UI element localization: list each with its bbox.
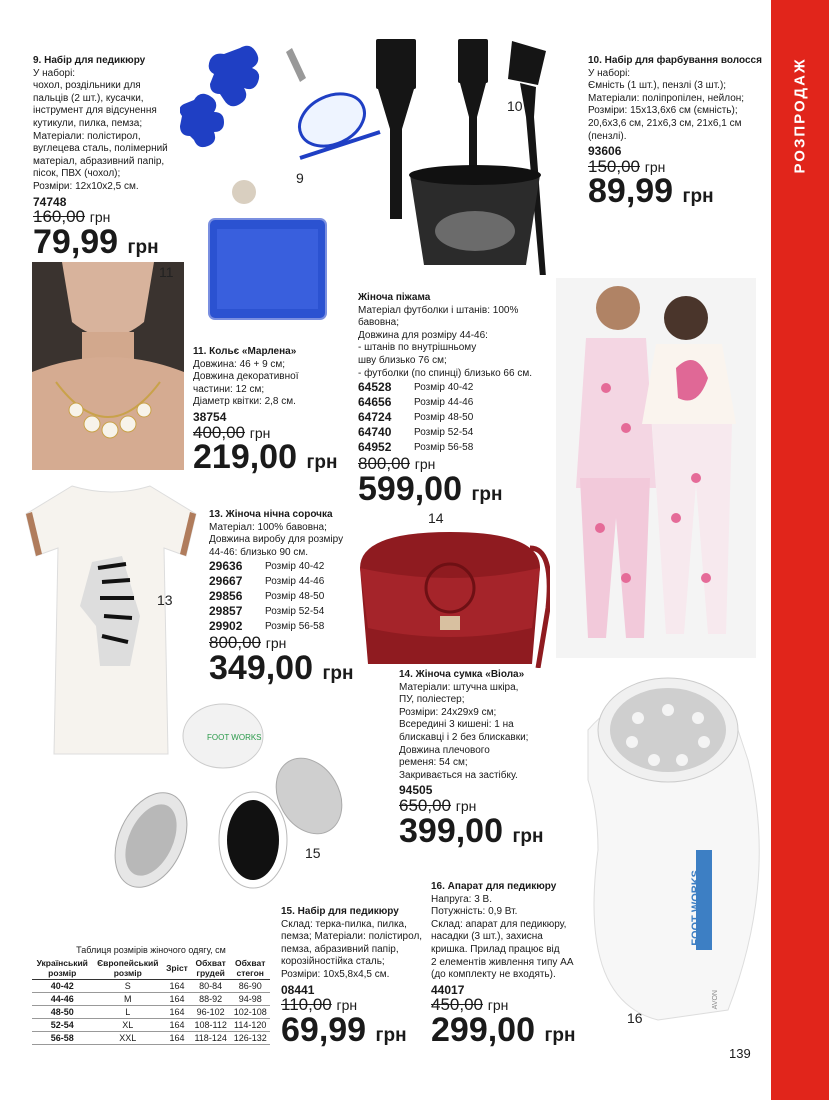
product-11-title: 11. Кольє «Марлена» — [193, 346, 297, 357]
pedicure-pouch-image — [205, 215, 330, 323]
product-13 — [209, 509, 359, 692]
product-12-line: Довжина для розміру 44-46: — [358, 329, 488, 341]
product-12-variant: 64740 Розмір 52-54 — [358, 425, 474, 440]
size-table-caption: Таблиця розмірів жіночого одягу, см — [76, 945, 226, 955]
product-13-title: 13. Жіноча нічна сорочка — [209, 509, 333, 520]
product-16-line: 2 елементів живлення типу АА — [431, 956, 574, 968]
product-9-line: У наборі: — [33, 67, 76, 79]
product-14-title: 14. Жіноча сумка «Віола» — [399, 669, 525, 680]
product-16-new-price: 299,00 грн — [431, 1010, 576, 1049]
product-9-line: вуглецева сталь, полімерний — [33, 143, 168, 155]
table-row: 40-42 S 164 80-84 86-90 — [32, 980, 270, 993]
size-table — [32, 957, 270, 1045]
product-13-new-price: 349,00 грн — [209, 648, 354, 687]
product-15-code: 08441 — [281, 982, 315, 997]
red-bag-image — [350, 528, 550, 668]
product-16-line: Склад: апарат для педикюру, — [431, 918, 567, 930]
sale-sidebar-label-wrap — [771, 0, 829, 230]
product-12-variant: 64528 Розмір 40-42 — [358, 380, 474, 395]
product-16-line: (до комплекту не входять). — [431, 969, 556, 981]
size-table-header: Обхват стегон — [230, 957, 270, 980]
product-9-old-price: 160,00 грн — [33, 207, 111, 227]
pajama-models-photo — [556, 278, 756, 658]
product-13-variant: 29667 Розмір 44-46 — [209, 574, 325, 589]
product-9-line: кутикули, пилка, пемза; — [33, 117, 143, 129]
footworks-logo: FOOT WORKS — [690, 870, 702, 946]
product-9 — [33, 55, 183, 266]
product-12-old-price: 800,00 грн — [358, 454, 436, 474]
product-16-old-price: 450,00 грн — [431, 995, 509, 1015]
product-10-line: (пензлі). — [588, 130, 627, 142]
product-9-new-price: 79,99 грн — [33, 222, 159, 261]
product-12-title: Жіноча піжама — [358, 292, 431, 303]
product-15-line: пемза; Матеріали: полістирол, — [281, 931, 423, 943]
product-16-line: кришка. Прилад працює від — [431, 943, 560, 955]
product-9-line: матеріал, абразивний папір, — [33, 155, 165, 167]
product-12-line: - футболки (по спинці) близько 66 см. — [358, 367, 532, 379]
product-12-variant: 64952 Розмір 56-58 — [358, 440, 474, 455]
product-14-line: Розміри: 24х29х9 см; — [399, 706, 497, 718]
product-11-old-price: 400,00 грн — [193, 422, 271, 442]
product-12-line: - штанів по внутрішньому — [358, 342, 477, 354]
avon-logo: AVON — [712, 990, 719, 1010]
product-12-variant: 64724 Розмір 48-50 — [358, 410, 474, 425]
size-table-header: Європейський розмір — [93, 957, 164, 980]
product-14-line: Закривається на застібку. — [399, 769, 518, 781]
image-number-14: 14 — [428, 510, 444, 526]
product-15-line: Розміри: 10х5,8х4,5 см. — [281, 968, 390, 980]
product-10-line: 20,6х3,6 см, 21х6,3 см, 21х6,1 см — [588, 117, 742, 129]
product-15-old-price: 110,00 грн — [281, 995, 358, 1015]
product-15-title: 15. Набір для педикюру — [281, 906, 399, 917]
product-9-line: Розміри: 12х10х2,5 см. — [33, 180, 139, 192]
product-9-title: 9. Набір для педикюру — [33, 55, 146, 66]
svg-text:FOOT WORKS: FOOT WORKS — [207, 733, 262, 742]
table-row: 52-54 XL 164 108-112 114-120 — [32, 1019, 270, 1032]
product-10-line: Розміри: 15х13,6х6 см (ємність); — [588, 105, 738, 117]
product-10-code: 93606 — [588, 144, 622, 159]
product-12 — [358, 292, 558, 513]
image-number-16: 16 — [627, 1010, 643, 1026]
product-16-code: 44017 — [431, 982, 465, 997]
product-10-line: Матеріали: поліпропілен, нейлон; — [588, 92, 745, 104]
product-14-line: блискавці і 2 без блискавки; — [399, 731, 529, 743]
product-11-new-price: 219,00 грн — [193, 438, 338, 477]
image-number-11: 11 — [159, 264, 174, 280]
hair-dye-set-image — [370, 35, 580, 275]
product-14 — [399, 669, 554, 855]
product-16-line: Потужність: 0,9 Вт. — [431, 906, 518, 918]
image-number-13: 13 — [157, 592, 173, 608]
product-15-line: Склад: терка-пилка, пилка, — [281, 918, 407, 930]
product-9-line: інструмент для відсунення — [33, 105, 157, 117]
table-row: 44-46 M 164 88-92 94-98 — [32, 993, 270, 1006]
product-14-line: Матеріали: штучна шкіра, — [399, 681, 519, 693]
size-table-block — [32, 945, 270, 1045]
size-table-header: Обхват грудей — [191, 957, 231, 980]
product-13-variant: 29857 Розмір 52-54 — [209, 604, 325, 619]
product-12-new-price: 599,00 грн — [358, 469, 503, 508]
product-9-line: чохол, роздільники для — [33, 80, 141, 92]
product-14-code: 94505 — [399, 783, 433, 798]
product-13-line: 44-46: близько 90 см. — [209, 546, 309, 558]
product-14-line: ременя: 54 см; — [399, 757, 468, 769]
size-table-header: Український розмір — [32, 957, 93, 980]
product-14-line: Всередині 3 кишені: 1 на — [399, 719, 514, 731]
product-11-line: Діаметр квітки: 2,8 см. — [193, 396, 296, 408]
product-11-line: частини: 12 см; — [193, 383, 265, 395]
product-16-line: Напруга: 3 В. — [431, 893, 492, 905]
product-16 — [431, 881, 601, 1054]
product-9-code: 74748 — [33, 194, 67, 209]
sale-sidebar-label: РОЗПРОДАЖ — [791, 56, 809, 174]
product-14-line: ПУ, поліестер; — [399, 694, 465, 706]
product-13-variant: 29902 Розмір 56-58 — [209, 619, 325, 634]
product-10-new-price: 89,99 грн — [588, 172, 714, 211]
product-15-line: пемза, абразивний папір, — [281, 943, 399, 955]
image-number-9: 9 — [296, 170, 304, 186]
product-10-title: 10. Набір для фарбування волосся — [588, 55, 762, 66]
product-12-variant: 64656 Розмір 44-46 — [358, 395, 474, 410]
product-14-line: Довжина плечового — [399, 744, 490, 756]
product-11-code: 38754 — [193, 409, 227, 424]
product-9-line: пісок, ПВХ (чохол); — [33, 168, 121, 180]
product-10-line: У наборі: — [588, 67, 631, 79]
size-table-header: Зріст — [163, 957, 191, 980]
product-10 — [588, 55, 768, 215]
product-13-variant: 29856 Розмір 48-50 — [209, 589, 325, 604]
product-12-line: шву близько 76 см; — [358, 354, 447, 366]
size-table-header-row — [32, 957, 270, 980]
product-16-title: 16. Апарат для педикюру — [431, 881, 557, 892]
product-9-line: Матеріали: полістирол, — [33, 130, 141, 142]
page-number: 139 — [729, 1046, 751, 1061]
product-15 — [281, 906, 431, 1054]
product-11 — [193, 346, 358, 481]
product-10-line: Ємність (1 шт.), пензлі (3 шт.); — [588, 80, 727, 92]
image-number-10: 10 — [507, 98, 523, 114]
product-15-line: корозійностійка сталь; — [281, 956, 385, 968]
pedicure-tools-image — [95, 700, 355, 910]
product-13-line: Матеріал: 100% бавовна; — [209, 521, 327, 533]
product-12-line: Матеріал футболки і штанів: 100% бавовна; — [358, 304, 519, 329]
product-11-line: Довжина декоративної — [193, 371, 299, 383]
necklace-photo — [32, 262, 184, 470]
product-15-new-price: 69,99 грн — [281, 1010, 407, 1049]
product-10-old-price: 150,00 грн — [588, 156, 666, 176]
product-13-line: Довжина виробу для розміру — [209, 534, 344, 546]
product-14-old-price: 650,00 грн — [399, 795, 477, 815]
pedicure-set-image — [180, 40, 385, 205]
table-row: 56-58 XXL 164 118-124 126-132 — [32, 1032, 270, 1045]
product-14-new-price: 399,00 грн — [399, 811, 544, 850]
product-13-variant: 29636 Розмір 40-42 — [209, 559, 325, 574]
product-9-line: пальців (2 шт.), кусачки, — [33, 92, 144, 104]
product-13-old-price: 800,00 грн — [209, 633, 287, 653]
product-16-line: насадки (3 шт.), захисна — [431, 931, 543, 943]
table-row: 48-50 L 164 96-102 102-108 — [32, 1006, 270, 1019]
image-number-15: 15 — [305, 845, 321, 861]
product-11-line: Довжина: 46 + 9 см; — [193, 358, 286, 370]
